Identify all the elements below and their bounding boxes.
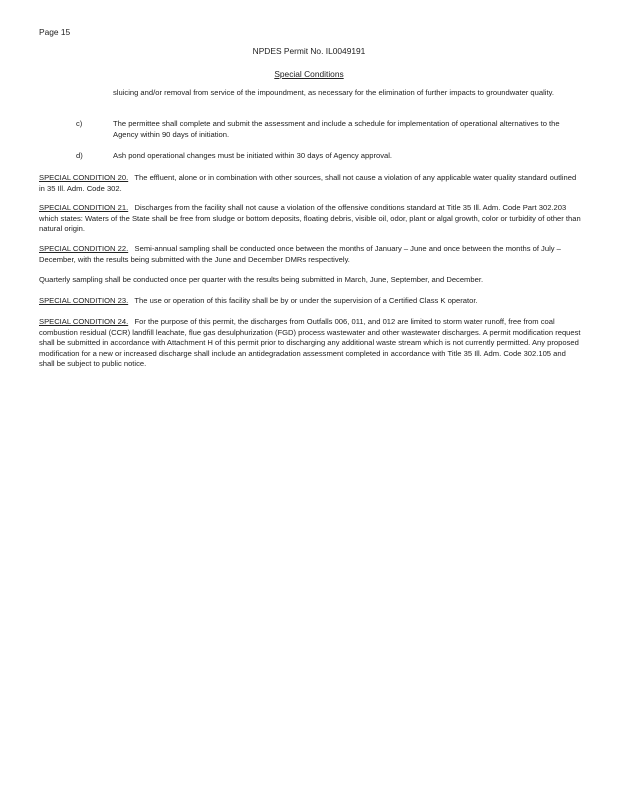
permit-number-heading: NPDES Permit No. IL0049191 bbox=[252, 46, 366, 56]
special-condition-21 bbox=[39, 203, 581, 235]
condition-text: Quarterly sampling shall be conducted once per quarter with the results being submitted in March, June, September, and December. bbox=[39, 275, 484, 284]
condition-label: SPECIAL CONDITION 22. bbox=[39, 244, 129, 253]
quarterly-sampling-paragraph bbox=[39, 275, 581, 286]
continuation-paragraph: sluicing and/or removal from service of the impoundment, as necessary for the elimination of further impacts to groundwater quality. bbox=[113, 88, 554, 97]
condition-text: The effluent, alone or in combination with other sources, shall not cause a violation of any applicable water quality standard outlined in 35 Ill. Adm. Code 302. bbox=[39, 173, 577, 193]
special-condition-20 bbox=[39, 173, 581, 194]
special-condition-22 bbox=[39, 244, 581, 265]
list-item-text: The permittee shall complete and submit the assessment and include a schedule for implementation of operational alternatives to the Agency within 90 days of initiation. bbox=[113, 119, 560, 139]
condition-text: The use or operation of this facility shall be by or under the supervision of a Certified Class K operator. bbox=[134, 296, 478, 305]
special-condition-23 bbox=[39, 296, 581, 307]
section-title: Special Conditions bbox=[274, 69, 344, 79]
page-number: Page 15 bbox=[39, 27, 71, 37]
condition-text: For the purpose of this permit, the discharges from Outfalls 006, 011, and 012 are limited to storm water runoff, free from coal combustion residual (CCR) landfill leachate, flue gas desulphurization (FGD) process wastewater and other wastewater discharges. A permit modification request shall be submitted in accordance with Attachment H of this permit prior to discharging any additional waste stream which is not currently permitted. Any proposed modification for a new or increased discharge shall include an antidegradation assessment completed in accordance with Title 35 Ill. Adm. Code 302.105 and shall be subject to public notice. bbox=[39, 317, 581, 368]
condition-label: SPECIAL CONDITION 21. bbox=[39, 203, 129, 212]
list-item-marker: c) bbox=[76, 119, 83, 128]
condition-label: SPECIAL CONDITION 20. bbox=[39, 173, 129, 182]
condition-label: SPECIAL CONDITION 23. bbox=[39, 296, 129, 305]
condition-label: SPECIAL CONDITION 24. bbox=[39, 317, 129, 326]
condition-text: Discharges from the facility shall not cause a violation of the offensive conditions standard at Title 35 Ill. Adm. Code Part 302.203 which states: Waters of the State shall be free from sludge or bottom deposits, floating debris, visible oil, odor, plant or algal growth, color or turbidity of other than natural origin. bbox=[39, 203, 581, 233]
special-condition-24 bbox=[39, 317, 581, 370]
list-item-marker: d) bbox=[76, 151, 83, 160]
list-item-text: Ash pond operational changes must be initiated within 30 days of Agency approval. bbox=[113, 151, 393, 160]
condition-text: Semi-annual sampling shall be conducted once between the months of January – June and once between the months of July – December, with the results being submitted with the June and December DMRs respectively. bbox=[39, 244, 561, 264]
